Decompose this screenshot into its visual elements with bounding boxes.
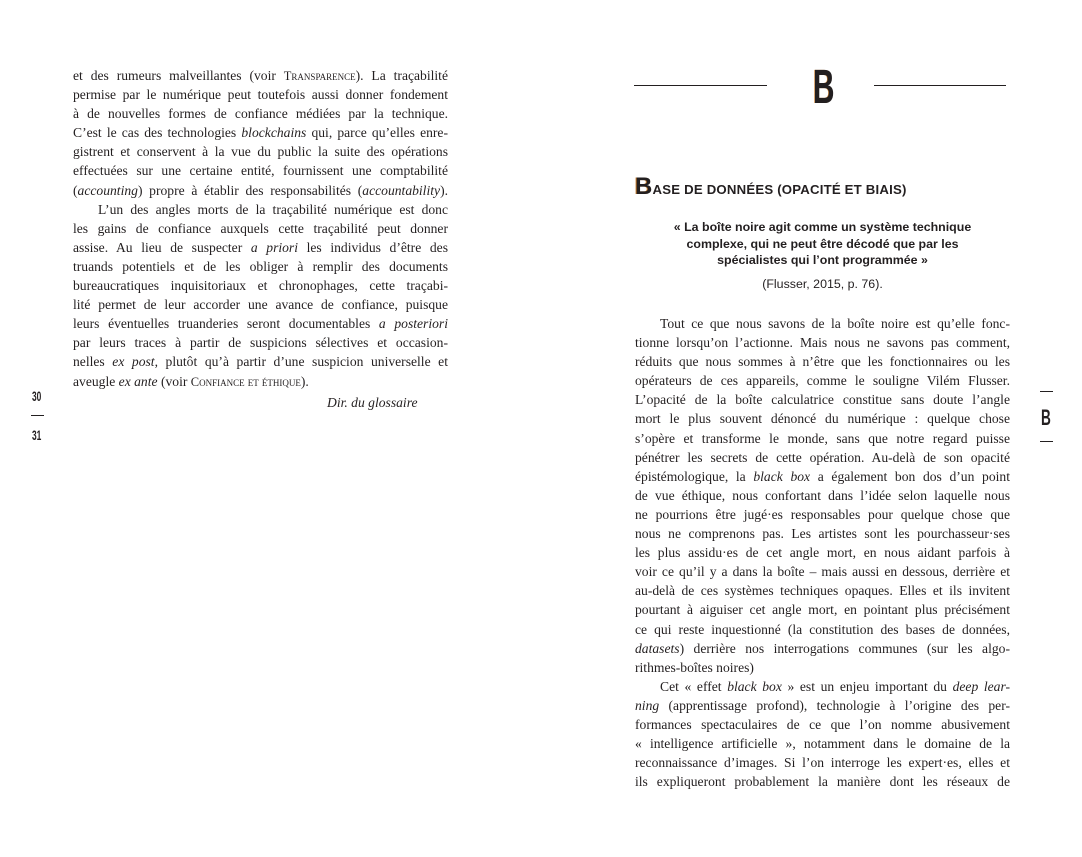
text-run: lité permet de leur accorder une avance de confiance, puisque xyxy=(73,297,448,313)
text-run: opérateurs de ces appareils, comme le souligne Vilém Flusser. xyxy=(635,373,1010,389)
text-line xyxy=(635,734,1010,753)
text-line xyxy=(635,505,1010,524)
text-run: les gains de confiance auxquels cette traçabilité peut donner xyxy=(73,220,448,236)
text-run: effectuées sur une certaine entité, fournissent une comptabilité xyxy=(73,163,448,179)
text-line xyxy=(635,467,1010,486)
text-run: Cet « effet xyxy=(660,678,728,694)
text-line xyxy=(635,715,1010,734)
text-run: à de nouvelles formes de confiance médiées par la technique. xyxy=(73,106,448,122)
text-line xyxy=(635,696,1010,715)
text-run: ( xyxy=(73,182,78,198)
text-run: les plus assidu·es de cet angle mort, en nous aidant parfois à xyxy=(635,545,1010,561)
text-line xyxy=(73,333,448,352)
epigraph-quote xyxy=(635,219,1010,269)
italic-run: black box xyxy=(727,678,782,694)
thumb-tab-rule-bottom xyxy=(1040,441,1053,442)
text-run: épistémologique, la xyxy=(635,468,754,484)
text-run: (voir xyxy=(157,373,191,389)
text-run: ) propre à établir des responsabilités ( xyxy=(137,182,363,198)
left-page-body xyxy=(73,66,448,391)
text-line xyxy=(73,123,448,142)
page-number-divider xyxy=(31,415,44,416)
text-run: réduits que nous sommes à n’être que les fonctionnaires ou les xyxy=(635,354,1010,370)
italic-run: deep lear- xyxy=(952,678,1011,694)
text-run: mort le plus souvent dénoncé du numérique : quelque chose xyxy=(635,411,1010,427)
right-page-body xyxy=(635,314,1010,791)
text-line xyxy=(635,486,1010,505)
thumb-tab-rule-top xyxy=(1040,391,1053,392)
text-line xyxy=(635,753,1010,772)
text-line xyxy=(635,409,1010,428)
text-line xyxy=(635,390,1010,409)
text-line xyxy=(73,142,448,161)
text-run: au-delà de ces systèmes techniques opaques. Elles et ils invitent xyxy=(635,583,1010,599)
text-line xyxy=(73,314,448,333)
text-line xyxy=(73,181,448,200)
text-run: tionne lorsqu’on l’actionne. Mais nous ne savons pas comment, xyxy=(635,335,1010,351)
text-run: truands potentiels et de les obliger à remplir des documents xyxy=(73,258,448,274)
text-line xyxy=(73,238,448,257)
text-line xyxy=(73,219,448,238)
text-run: reconnaissance d’images. Si l’on interroge les expert·es, elles et xyxy=(635,755,1010,771)
text-line xyxy=(635,620,1010,639)
italic-run: accounting xyxy=(77,182,138,198)
quote-line: spécialistes qui l’ont programmée » xyxy=(717,253,928,268)
text-run: « intelligence artificielle », notamment dans le domaine de la xyxy=(635,736,1010,752)
heading-initial: B xyxy=(635,173,653,200)
text-run: de vue éthique, nous confortant dans l’idée selon laquelle nous xyxy=(635,487,1010,503)
text-run: aveugle xyxy=(73,373,119,389)
text-run: qui, parce qu’elles enre- xyxy=(306,125,448,141)
text-line xyxy=(635,333,1010,352)
signature: Dir. du glossaire xyxy=(327,395,418,410)
text-run: ils expliqueront probablement la manière dont les réseaux de xyxy=(635,774,1010,790)
text-line xyxy=(635,658,1010,677)
text-run: ne pourrions être jugé·es responsables pour quelque chose que xyxy=(635,506,1010,522)
text-run: les individus d’être des xyxy=(298,239,448,255)
entry-heading xyxy=(635,173,907,200)
text-run: , plutôt qu’à partir d’une suspicion universelle et xyxy=(154,354,448,370)
text-run: assise. Au lieu de suspecter xyxy=(73,239,251,255)
text-run: C’est le cas des technologies xyxy=(73,125,242,141)
text-run: voir ce qu’il y a dans la boîte – mais aussi en dessous, derrière et xyxy=(635,564,1010,580)
text-line xyxy=(73,85,448,104)
text-run: Tout ce que nous savons de la boîte noire est qu’elle fonc- xyxy=(660,316,1010,331)
text-run: ). xyxy=(300,373,309,389)
text-line xyxy=(73,161,448,180)
text-line xyxy=(635,524,1010,543)
text-line xyxy=(635,600,1010,619)
quote-line: complexe, qui ne peut être décodé que par les xyxy=(686,236,959,251)
text-line xyxy=(73,257,448,276)
text-line xyxy=(635,543,1010,562)
text-line xyxy=(635,581,1010,600)
cross-reference: Confiance et éthique xyxy=(190,374,301,389)
text-run: formances spectaculaires de ce que l’on nomme abusivement xyxy=(635,716,1010,732)
text-line xyxy=(635,639,1010,658)
text-run: gistrent et conservent à la vue du public la suite des opérations xyxy=(73,144,448,160)
text-line xyxy=(635,562,1010,581)
section-rule-right xyxy=(874,85,1006,86)
text-line xyxy=(635,429,1010,448)
text-line xyxy=(635,772,1010,791)
thumb-tab-letter: B xyxy=(1041,405,1051,430)
italic-run: blockchains xyxy=(241,125,307,141)
text-run: ). xyxy=(440,182,448,198)
text-run: L’opacité de la boîte calculatrice constitue sans doute l’angle xyxy=(635,392,1010,408)
heading-rest: ASE DE DONNÉES (OPACITÉ ET BIAIS) xyxy=(652,182,907,197)
text-line xyxy=(73,66,448,85)
italic-run: a priori xyxy=(250,239,298,255)
italic-run: ex post xyxy=(112,354,155,370)
text-run: rithmes-boîtes noires) xyxy=(635,659,754,675)
section-letter: B xyxy=(813,61,835,114)
text-run: permise par le numérique peut toutefois aussi donner fondement xyxy=(73,87,448,103)
quote-line: « La boîte noire agit comme un système technique xyxy=(673,220,972,234)
text-line xyxy=(73,104,448,123)
cross-reference: Transparence xyxy=(283,69,356,83)
italic-run: a posteriori xyxy=(378,316,448,332)
text-run: leurs éventuelles truanderies seront documentables xyxy=(73,316,379,332)
text-run: nelles xyxy=(73,354,113,370)
text-run: ). La traçabilité xyxy=(355,68,448,83)
text-run: pourtant à aiguiser cet angle mort, en pointant plus précisément xyxy=(635,602,1010,618)
text-line xyxy=(635,448,1010,467)
text-run: et des rumeurs malveillantes (voir xyxy=(73,68,284,83)
text-line xyxy=(73,200,448,219)
text-line xyxy=(635,371,1010,390)
italic-run: accountability xyxy=(362,182,441,198)
text-line xyxy=(635,352,1010,371)
text-line xyxy=(73,276,448,295)
text-run: pénétrer les secrets de cette opération. Au-delà de son opacité xyxy=(635,449,1010,465)
text-line xyxy=(73,295,448,314)
text-line xyxy=(73,372,448,391)
text-run: bureaucratiques inquisitoriaux et chronophages, cette traçabi- xyxy=(73,278,448,294)
page-number-left: 30 xyxy=(32,388,42,404)
italic-run: black box xyxy=(753,468,811,484)
text-run: s’opère et transforme le monde, sans que notre regard puisse xyxy=(635,430,1010,446)
italic-run: datasets xyxy=(635,640,680,656)
text-run: » est un enjeu important du xyxy=(781,678,953,694)
text-line xyxy=(73,352,448,371)
text-line xyxy=(635,314,1010,333)
text-run: a également bon dos d’un point xyxy=(810,468,1010,484)
italic-run: ex ante xyxy=(118,373,158,389)
text-line xyxy=(635,677,1010,696)
text-run: L’un des angles morts de la traçabilité numérique est donc xyxy=(98,201,448,217)
text-run: ) derrière nos interrogations communes (sur les algo- xyxy=(679,640,1010,656)
text-run: par leurs traces à partir de suspicions sélectives et occasion- xyxy=(73,335,448,351)
text-run: ce qui reste inquestionné (la constitution des bases de données, xyxy=(635,621,1010,637)
section-rule-left xyxy=(634,85,767,86)
italic-run: ning xyxy=(635,697,660,713)
text-run: nous ne comprenons pas. Les artistes sont les pourchasseur·ses xyxy=(635,526,1010,542)
page-number-right: 31 xyxy=(32,427,42,443)
quote-citation: (Flusser, 2015, p. 76). xyxy=(762,277,883,291)
text-run: (apprentissage profond), technologie à l’origine des per- xyxy=(659,697,1010,713)
